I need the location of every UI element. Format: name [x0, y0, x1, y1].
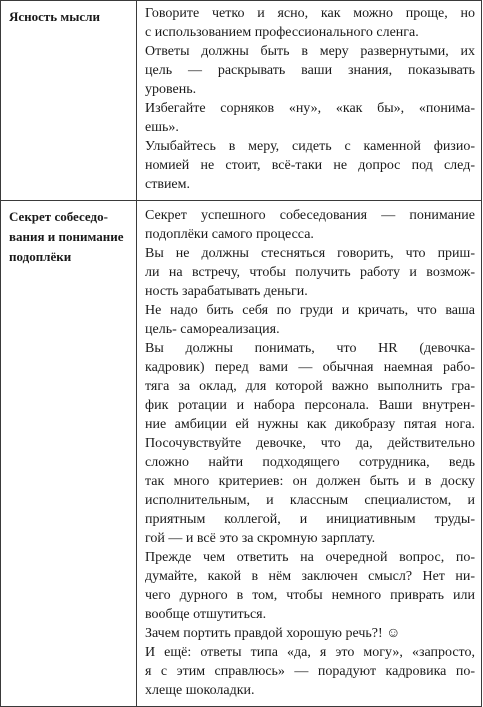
content-line: Избегайте сорняков «ну», «как бы», «понима- [145, 101, 475, 116]
content-line: ность зарабатывать деньги. [145, 284, 308, 299]
row-title-line: вания и понимание [9, 229, 124, 244]
content-line: ние амбиции ей нужны как дикобразу пятая нога. [145, 417, 475, 432]
content-line: я с этим справлюсь» — порадуют кадровика по- [145, 664, 475, 679]
content-line: ствием. [145, 177, 191, 192]
content-line: тяга за оклад, для которой важно выполнить гра- [145, 379, 475, 394]
table-body [1, 1, 482, 707]
content-line: ешь». [145, 120, 179, 135]
content-line: хлеще шоколадки. [145, 683, 255, 698]
row-title-line: Секрет собеседо- [9, 209, 108, 224]
row-title-line: Ясность мысли [9, 9, 100, 24]
row-title-line: подоплёки [9, 249, 72, 264]
content-line: с использованием профессионального сленга. [145, 25, 419, 40]
content-line: сложно найти подходящего сотрудника, ведь [145, 455, 475, 470]
content-line: Зачем портить правдой хорошую речь?! ☺ [145, 626, 401, 641]
content-line: приятным коллегой, и инициативным труды- [145, 512, 475, 527]
content-line: Не надо бить себя по груди и кричать, что ваша [145, 303, 475, 318]
content-line: фик ротации и набора персонала. Ваши внутрен- [145, 398, 475, 413]
content-line: Посочувствуйте девочке, что да, действительно [145, 436, 475, 451]
content-line: чего дурного в том, чтобы немного приврать или [145, 588, 475, 603]
content-line: цель — раскрывать ваши знания, показывать [145, 63, 475, 78]
content-line: думайте, какой в нём заключен смысл? Нет ни- [145, 569, 475, 584]
row-content-cell [137, 1, 482, 201]
content-line: вообще отшутиться. [145, 607, 267, 622]
row-content-cell [137, 201, 482, 707]
content-line: Говорите четко и ясно, как можно проще, но [145, 6, 475, 21]
content-line: Вы должны понимать, что HR (девочка- [145, 341, 475, 356]
table-row [1, 1, 482, 201]
content-line: Прежде чем ответить на очередной вопрос, по- [145, 550, 475, 565]
row-title-cell [1, 201, 137, 707]
content-line: Ответы должны быть в меру развернутыми, их [145, 44, 475, 59]
table-row [1, 201, 482, 707]
content-line: исполнительным, и классным специалистом, и [145, 493, 475, 508]
row-title-cell [1, 1, 137, 201]
content-line: ли на встречу, чтобы получить работу и возмож- [145, 265, 475, 280]
content-line: И ещё: ответы типа «да, я это могу», «запросто, [145, 645, 475, 660]
content-line: Улыбайтесь в меру, сидеть с каменной физио- [145, 139, 475, 154]
content-line: Вы не должны стесняться говорить, что приш- [145, 246, 475, 261]
content-line: уровень. [145, 82, 197, 97]
content-line: гой — и всё это за скромную зарплату. [145, 531, 376, 546]
content-line: подоплёки самого процесса. [145, 227, 314, 242]
content-line: номией не стоит, всё-таки не допрос под след- [145, 158, 475, 173]
content-line: Секрет успешного собеседования — понимание [145, 208, 475, 223]
content-line: кадровик) перед вами — обычная наемная рабо- [145, 360, 475, 375]
content-line: так много критериев: он должен быть и в доску [145, 474, 475, 489]
content-line: цель- самореализация. [145, 322, 280, 337]
